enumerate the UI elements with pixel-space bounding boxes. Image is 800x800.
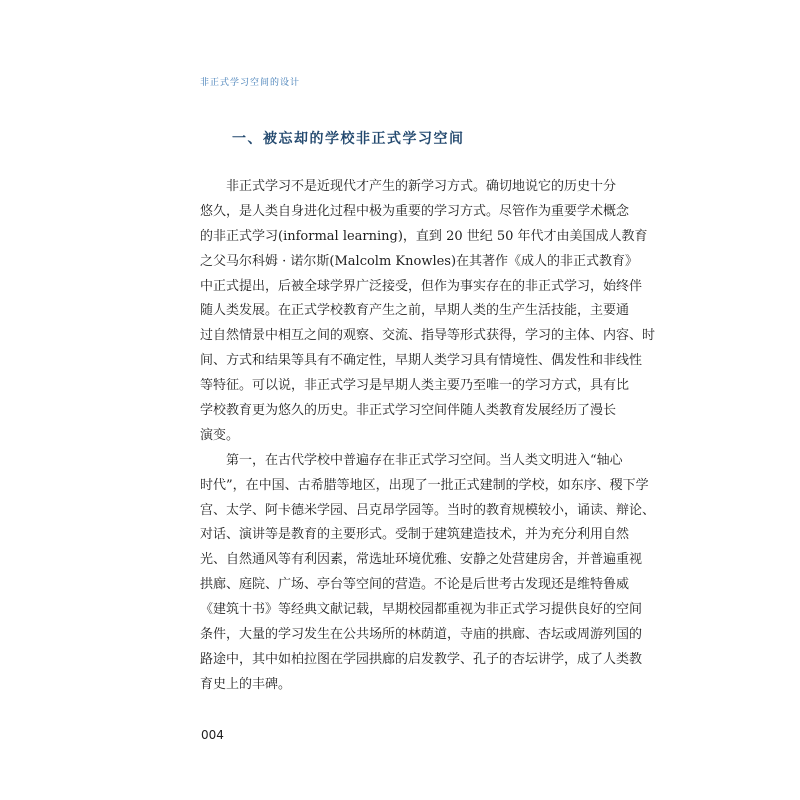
- paragraph-1: [200, 175, 656, 449]
- text-line: 非正式学习不是近现代才产生的新学习方式。确切地说它的历史十分: [226, 179, 617, 194]
- text-line: 条件，大量的学习发生在公共场所的林荫道，寺庙的拱廊、杏坛或周游列国的: [200, 627, 643, 643]
- text-line: 对话、演讲等是教育的主要形式。受制于建筑建造技术，并为充分利用自然: [200, 527, 630, 543]
- body-text: [200, 175, 656, 698]
- running-header: 非正式学习空间的设计: [200, 78, 301, 88]
- text-line: 随人类发展。在正式学校教育产生之前，早期人类的生产生活技能，主要通: [200, 303, 630, 319]
- text-line: 中正式提出，后被全球学界广泛接受，但作为事实存在的非正式学习，始终伴: [200, 278, 643, 294]
- text-line: 之父马尔科姆 · 诺尔斯(Malcolm Knowles)在其著作《成人的非正式教育》: [200, 253, 639, 269]
- text-line: 光、自然通风等有利因素，常选址环境优雅、安静之处营建房舍，并普遍重视: [200, 552, 643, 568]
- text-line: 第一，在古代学校中普遍存在非正式学习空间。当人类文明进入“轴心: [226, 452, 623, 468]
- text-line: 拱廊、庭院、广场、亭台等空间的营造。不论是后世考古发现还是维特鲁威: [200, 577, 630, 593]
- text-line: 等特征。可以说，非正式学习是早期人类主要乃至唯一的学习方式，具有比: [200, 378, 630, 394]
- text-line: 学校教育更为悠久的历史。非正式学习空间伴随人类教育发展经历了漫长: [200, 403, 617, 419]
- text-line: 间、方式和结果等具有不确定性，早期人类学习具有情境性、偶发性和非线性: [200, 353, 643, 369]
- text-line: 《建筑十书》等经典文献记载，早期校园都重视为非正式学习提供良好的空间: [200, 602, 643, 618]
- page-number: 004: [201, 728, 224, 742]
- text-line: 悠久，是人类自身进化过程中极为重要的学习方式。尽管作为重要学术概念: [200, 203, 630, 219]
- text-line: 育史上的丰碑。: [200, 676, 292, 692]
- text-line: 过自然情景中相互之间的观察、交流、指导等形式获得，学习的主体、内容、时: [200, 328, 656, 344]
- text-line: 演变。: [200, 427, 240, 443]
- section-title: 一、被忘却的学校非正式学习空间: [232, 131, 465, 147]
- text-line: 路途中，其中如柏拉图在学园拱廊的启发教学、孔子的杏坛讲学，成了人类教: [200, 651, 643, 667]
- text-line: 时代”，在中国、古希腊等地区，出现了一批正式建制的学校，如东序、稷下学: [200, 477, 649, 493]
- text-line: 宫、太学、阿卡德米学园、吕克昂学园等。当时的教育规模较小，诵读、辩论、: [200, 502, 656, 518]
- text-line: 的非正式学习(informal learning)，直到 20 世纪 50 年代才由美国成人教育: [200, 228, 648, 244]
- paragraph-2: [200, 449, 656, 698]
